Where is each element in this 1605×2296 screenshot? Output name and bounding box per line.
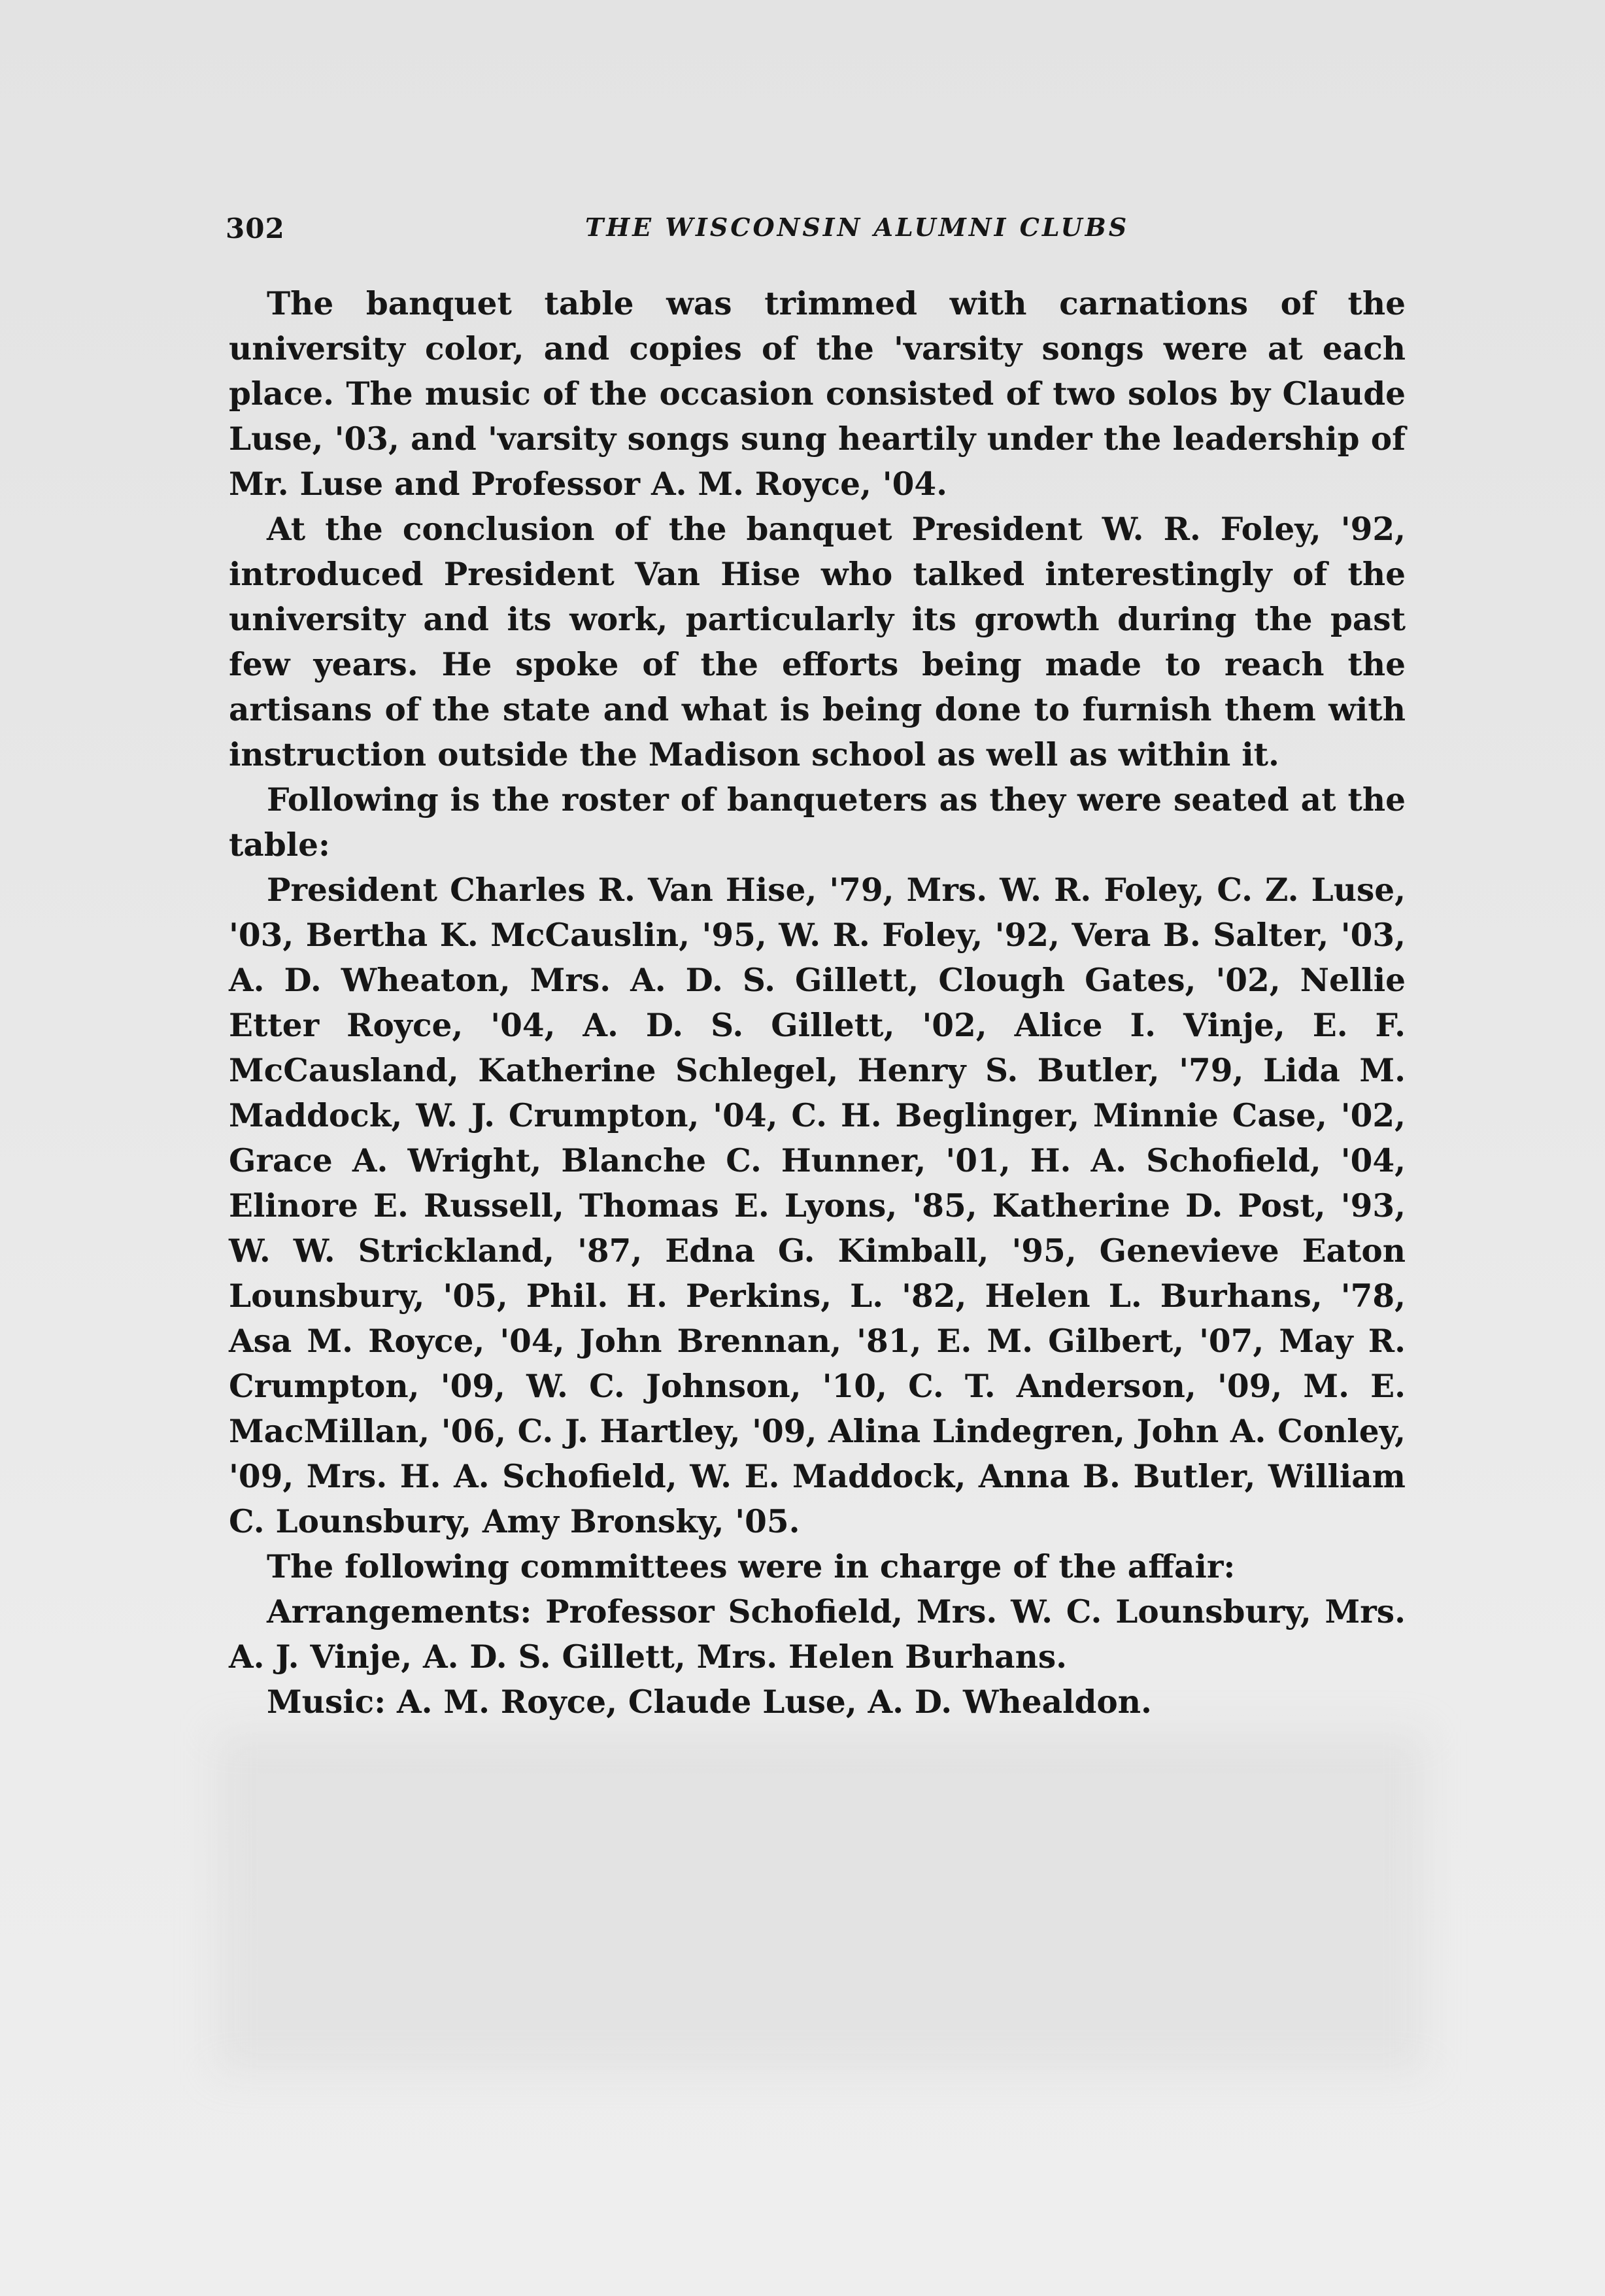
show-through-shadow bbox=[216, 1732, 1425, 2072]
journal-title: THE WISCONSIN ALUMNI CLUBS bbox=[585, 212, 1130, 242]
paragraph-roster-list: President Charles R. Van Hise, '79, Mrs. W. R. Foley, C. Z. Luse, '03, Bertha K. McCauslin, '95, W. R. Foley, '92, Vera B. Salter, '03, A. D. Wheaton, Mrs. A. D. S. Gillett, Clough Gates, '02, Nellie Etter Royce, '04, A. D. S. Gillett, '02, Alice I. Vinje, E. F. McCausland, Katherine Schlegel, Henry S. Butler, '79, Lida M. Maddock, W. J. Crumpton, '04, C. H. Beglinger, Minnie Case, '02, Grace A. Wright, Blanche C. Hunner, '01, H. A. Schofield, '04, Elinore E. Russell, Thomas E. Lyons, '85, Katherine D. Post, '93, W. W. Strickland, '87, Edna G. Kimball, '95, Genevieve Eaton Lounsbury, '05, Phil. H. Perkins, L. '82, Helen L. Burhans, '78, Asa M. Royce, '04, John Brennan, '81, E. M. Gilbert, '07, May R. Crumpton, '09, W. C. Johnson, '10, C. T. Anderson, '09, M. E. MacMillan, '06, C. J. Hartley, '09, Alina Lindegren, John A. Conley, '09, Mrs. H. A. Schofield, W. E. Maddock, Anna B. Butler, William C. Lounsbury, Amy Bronsky, '05. bbox=[229, 871, 1406, 1540]
article-body bbox=[229, 281, 1406, 1725]
page-number: 302 bbox=[226, 212, 285, 245]
paragraph-committees-intro: The following committees were in charge of the affair: bbox=[267, 1548, 1236, 1585]
paragraph-arrangements: Arrangements: Professor Schofield, Mrs. W. C. Lounsbury, Mrs. A. J. Vinje, A. D. S. Gillett, Mrs. Helen Burhans. bbox=[229, 1593, 1406, 1676]
paragraph-roster-intro: Following is the roster of banqueters as they were seated at the table: bbox=[229, 781, 1406, 864]
paragraph-music: Music: A. M. Royce, Claude Luse, A. D. Whealdon. bbox=[267, 1683, 1152, 1721]
paragraph-conclusion: At the conclusion of the banquet President W. R. Foley, '92, introduced President Van Hise who talked interestingly of the university and its work, particularly its growth during the past few years. He spoke of the efforts being made to reach the artisans of the state and what is being done to furnish them with instruction outside the Madison school as well as within it. bbox=[229, 511, 1406, 773]
paragraph-banquet-table: The banquet table was trimmed with carnations of the university color, and copies of the 'varsity songs were at each place. The music of the occasion consisted of two solos by Claude Luse, '03, and 'varsity songs sung heartily under the leadership of Mr. Luse and Professor A. M. Royce, '04. bbox=[229, 285, 1406, 503]
running-head bbox=[226, 212, 1402, 252]
